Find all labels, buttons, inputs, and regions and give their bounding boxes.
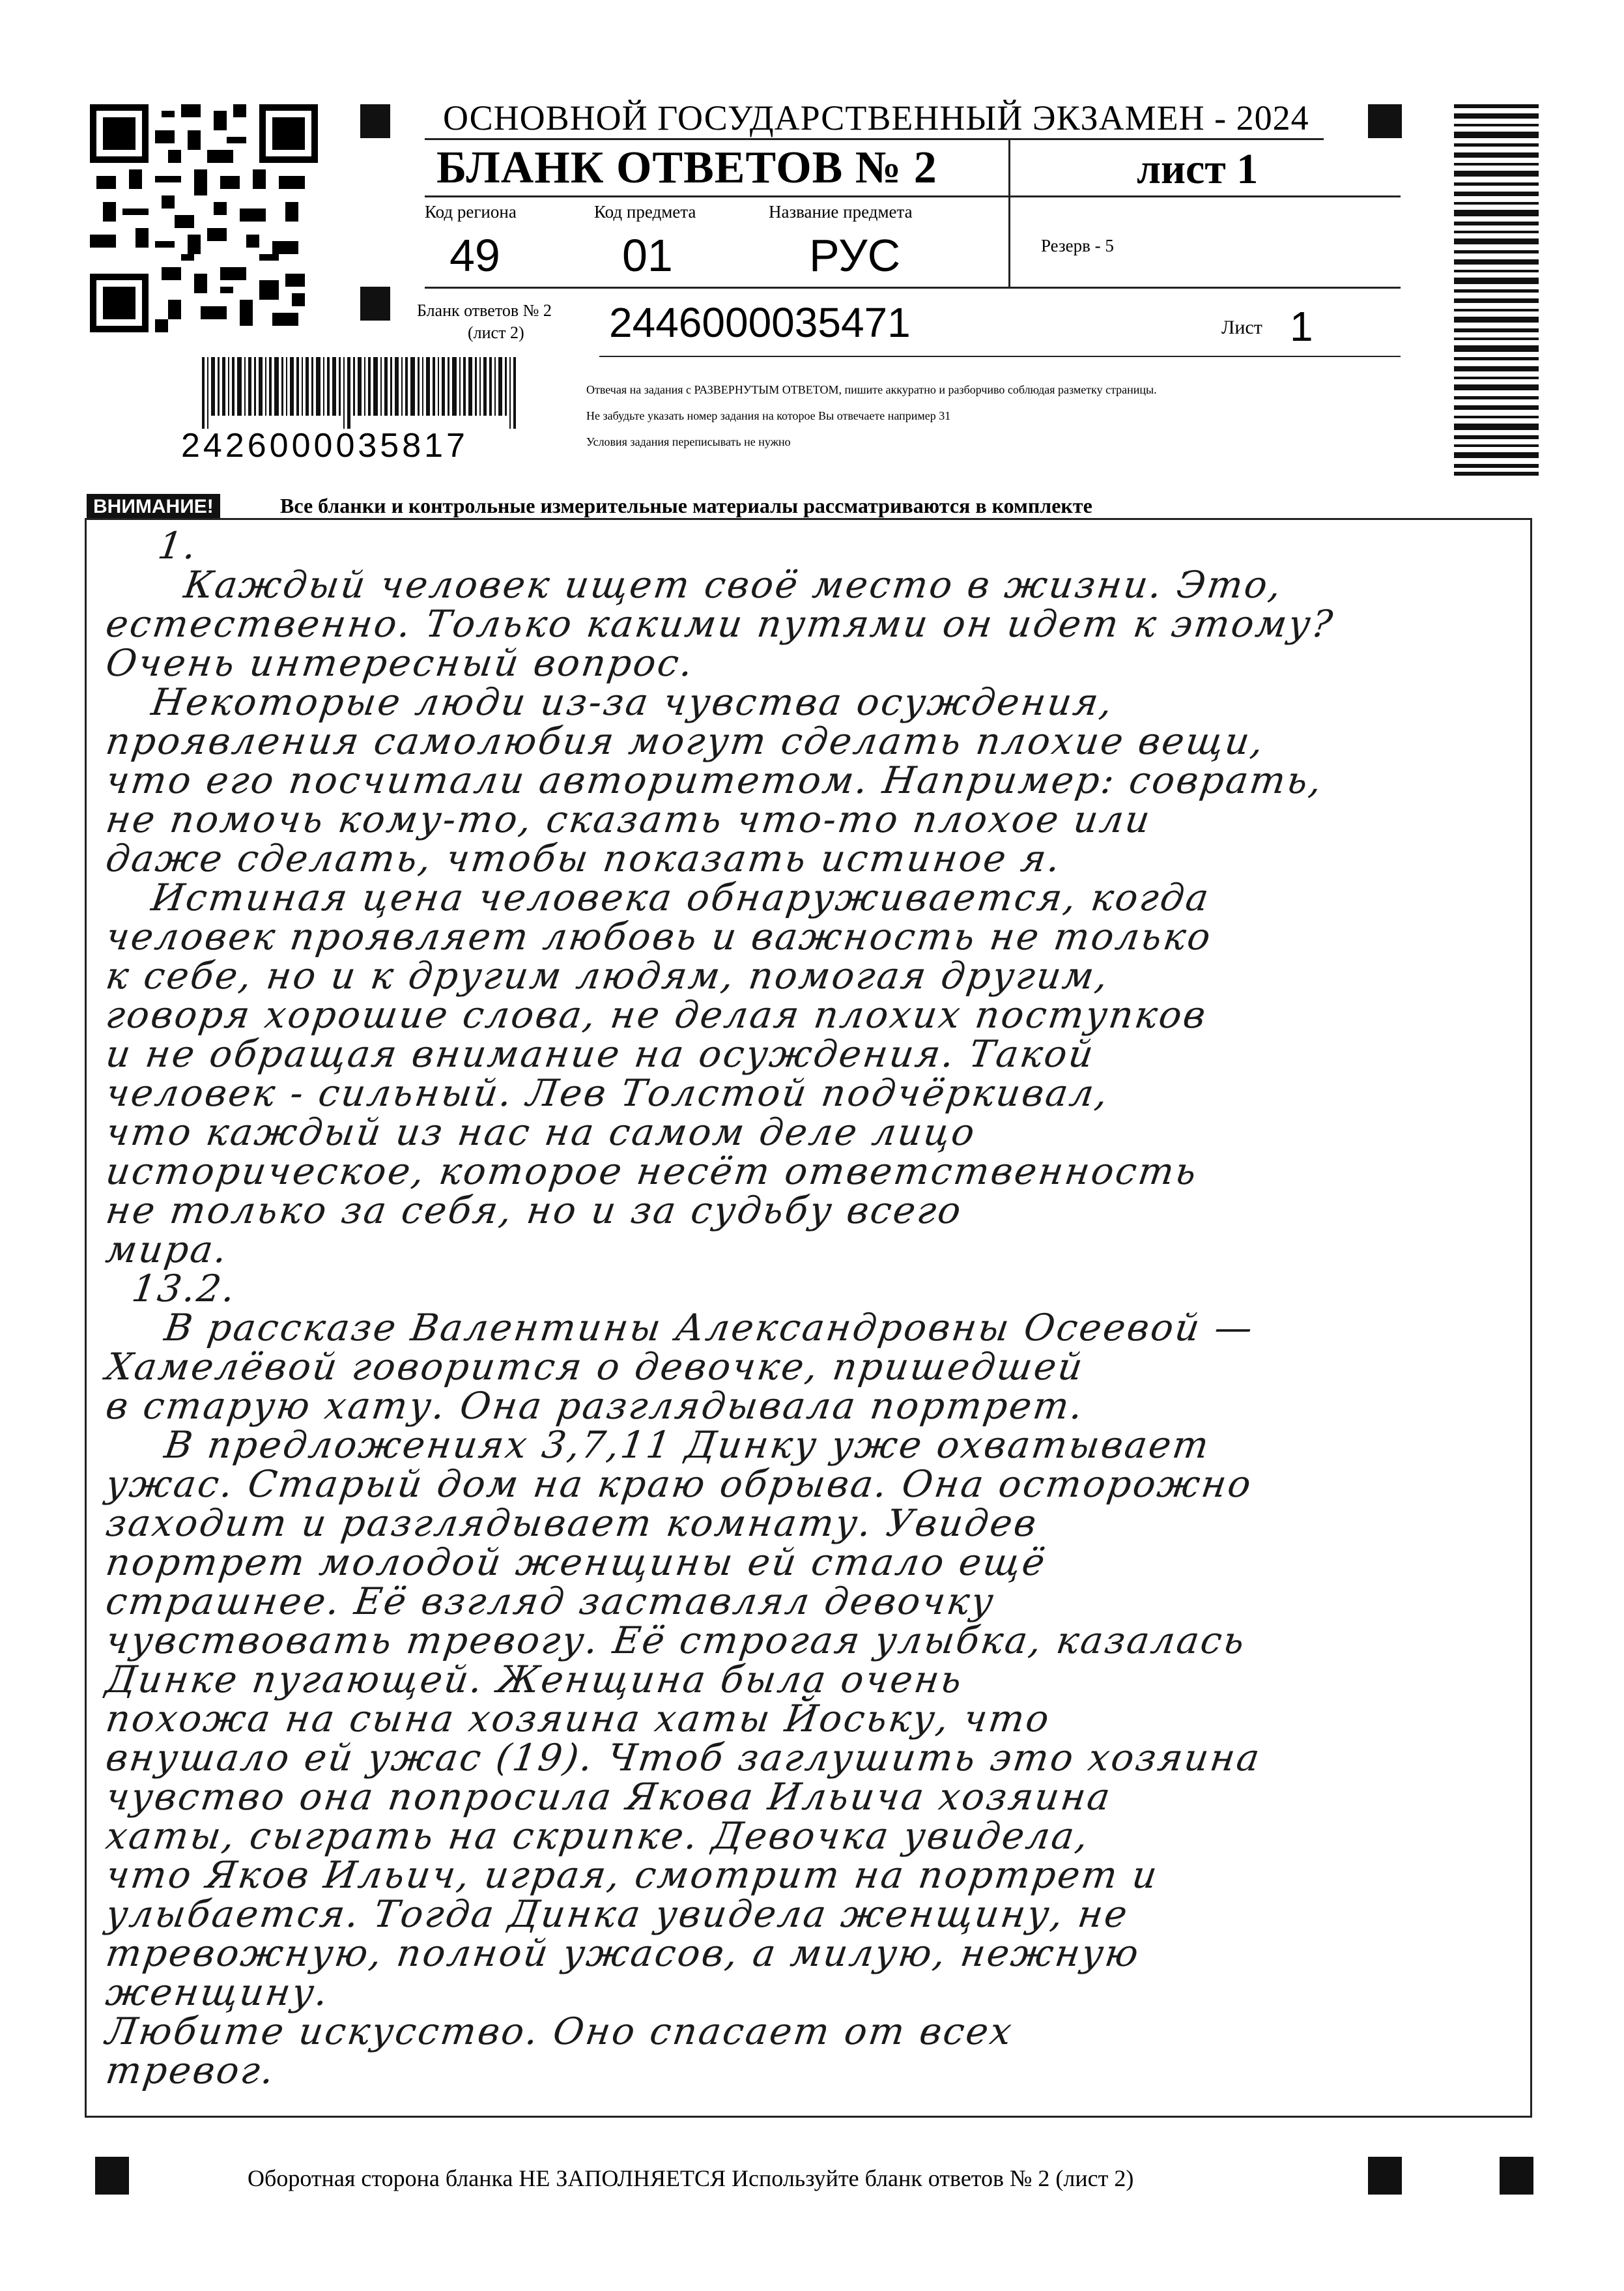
answer-line: в старую хату. Она разглядывала портрет. (103, 1385, 1088, 1428)
answer-line: В рассказе Валентины Александровны Осеевой — (162, 1306, 1257, 1349)
answer-line: Каждый человек ищет своё место в жизни. Это, (181, 564, 1286, 607)
qr-code (90, 104, 318, 332)
answer-line: тревожную, полной ужасов, а милую, нежную (103, 1932, 1143, 1975)
region-code-label: Код региона (425, 202, 517, 222)
footer-note: Оборотная сторона бланка НЕ ЗАПОЛНЯЕТСЯ Используйте бланк ответов № 2 (лист 2) (248, 2165, 1134, 2191)
answer-line: человек - сильный. Лев Толстой подчёркивал, (103, 1072, 1113, 1115)
registration-mark-bottom-left (95, 2157, 129, 2195)
answer-line: женщину. (103, 1971, 333, 2014)
registration-mark-top-left (360, 104, 390, 138)
form-title: БЛАНК ОТВЕТОВ № 2 (436, 143, 937, 193)
side-stripe-barcode (1454, 104, 1539, 476)
answer-line: проявления самолюбия могут сделать плохие вещи, (103, 720, 1268, 763)
answer-box (85, 518, 1532, 2118)
answer-line: историческое, которое несёт ответственность (103, 1150, 1201, 1193)
instruction-2: Не забудьте указать номер задания на которое Вы отвечаете например 31 (586, 409, 951, 422)
registration-mark-top-right (1368, 104, 1402, 138)
answer-line: мира. (103, 1228, 232, 1271)
answer-line: не помочь кому-то, сказать что-то плохое или (103, 798, 1154, 841)
subject-code-label: Код предмета (594, 202, 696, 222)
answer-line: Динке пугающей. Женщина была очень (103, 1658, 967, 1701)
sheet-label: лист 1 (1137, 145, 1259, 193)
region-code: 49 (449, 230, 500, 281)
answer-text (103, 525, 1507, 2103)
answer-line: естественно. Только какими путями он идет к этому? (103, 603, 1337, 646)
answer-line: заходит и разглядывает комнату. Увидев (103, 1502, 1041, 1545)
answer-line: даже сделать, чтобы показать истиное я. (103, 837, 1065, 880)
answer-line: говоря хорошие слова, не делая плохих поступков (103, 994, 1210, 1037)
form2-sub: (лист 2) (468, 323, 524, 342)
answer-line: 1. (155, 525, 201, 568)
answer-line: чувствовать тревогу. Её строгая улыбка, казалась (103, 1619, 1249, 1662)
answer-line: ужас. Старый дом на краю обрыва. Она осторожно (103, 1463, 1256, 1506)
answer-line: и не обращая внимание на осуждения. Такой (103, 1033, 1098, 1076)
form2-number: 2446000035471 (609, 299, 911, 346)
answer-line: улыбается. Тогда Динка увидела женщину, не (103, 1893, 1132, 1936)
registration-mark-bottom-right-2 (1500, 2157, 1533, 2195)
form2-label: Бланк ответов № 2 (417, 301, 552, 320)
answer-line: к себе, но и к другим людям, помогая другим, (103, 955, 1113, 998)
sheet-short-label: Лист (1221, 317, 1262, 338)
answer-line: Очень интересный вопрос. (103, 642, 698, 685)
instruction-1: Отвечая на задания с РАЗВЕРНУТЫМ ОТВЕТОМ, пишите аккуратно и разборчиво соблюдая разметку страницы. (586, 383, 1157, 396)
answer-line: не только за себя, но и за судьбу всего (103, 1189, 965, 1232)
sheet-number: 1 (1290, 303, 1313, 350)
answer-line: Истиная цена человека обнаруживается, когда (149, 876, 1214, 919)
answer-line: 13.2. (129, 1267, 240, 1310)
subject-name: РУС (809, 230, 901, 281)
barcode-number: 2426000035817 (181, 427, 468, 465)
answer-line: Некоторые люди из-за чувства осуждения, (149, 681, 1117, 724)
answer-line: В предложениях 3,7,11 Динку уже охватывает (162, 1424, 1214, 1467)
instruction-3: Условия задания переписывать не нужно (586, 435, 791, 448)
answer-line: Любите искусство. Оно спасает от всех (103, 2010, 1016, 2053)
warning-text: Все бланки и контрольные измерительные материалы рассматриваются в комплекте (280, 494, 1092, 517)
answer-line: портрет молодой женщины ей стало ещё (103, 1541, 1049, 1584)
exam-title: ОСНОВНОЙ ГОСУДАРСТВЕННЫЙ ЭКЗАМЕН - 2024 (443, 98, 1309, 137)
answer-line: тревог. (103, 2049, 279, 2092)
subject-name-label: Название предмета (769, 202, 913, 222)
barcode (189, 357, 541, 435)
registration-mark-mid-left (360, 287, 390, 321)
answer-line: похожа на сына хозяина хаты Йоську, что (103, 1697, 1054, 1740)
answer-line: человек проявляет любовь и важность не только (103, 915, 1215, 958)
reserve-field: Резерв - 5 (1041, 236, 1114, 255)
answer-line: страшнее. Её взгляд заставлял девочку (103, 1580, 998, 1623)
answer-line: внушало ей ужас (19). Чтоб заглушить это хозяина (103, 1736, 1264, 1779)
answer-line: что его посчитали авторитетом. Например: соврать, (103, 759, 1326, 802)
subject-code: 01 (622, 230, 673, 281)
warning-badge: ВНИМАНИЕ! (87, 494, 220, 520)
answer-line: что каждый из нас на самом деле лицо (103, 1111, 979, 1154)
answer-line: Хамелёвой говорится о девочке, пришедшей (103, 1346, 1087, 1389)
answer-line: чувство она попросила Якова Ильича хозяина (103, 1776, 1115, 1819)
registration-mark-bottom-right-1 (1368, 2157, 1402, 2195)
answer-line: что Яков Ильич, играя, смотрит на портрет и (103, 1854, 1161, 1897)
answer-line: хаты, сыграть на скрипке. Девочка увидела, (103, 1815, 1093, 1858)
